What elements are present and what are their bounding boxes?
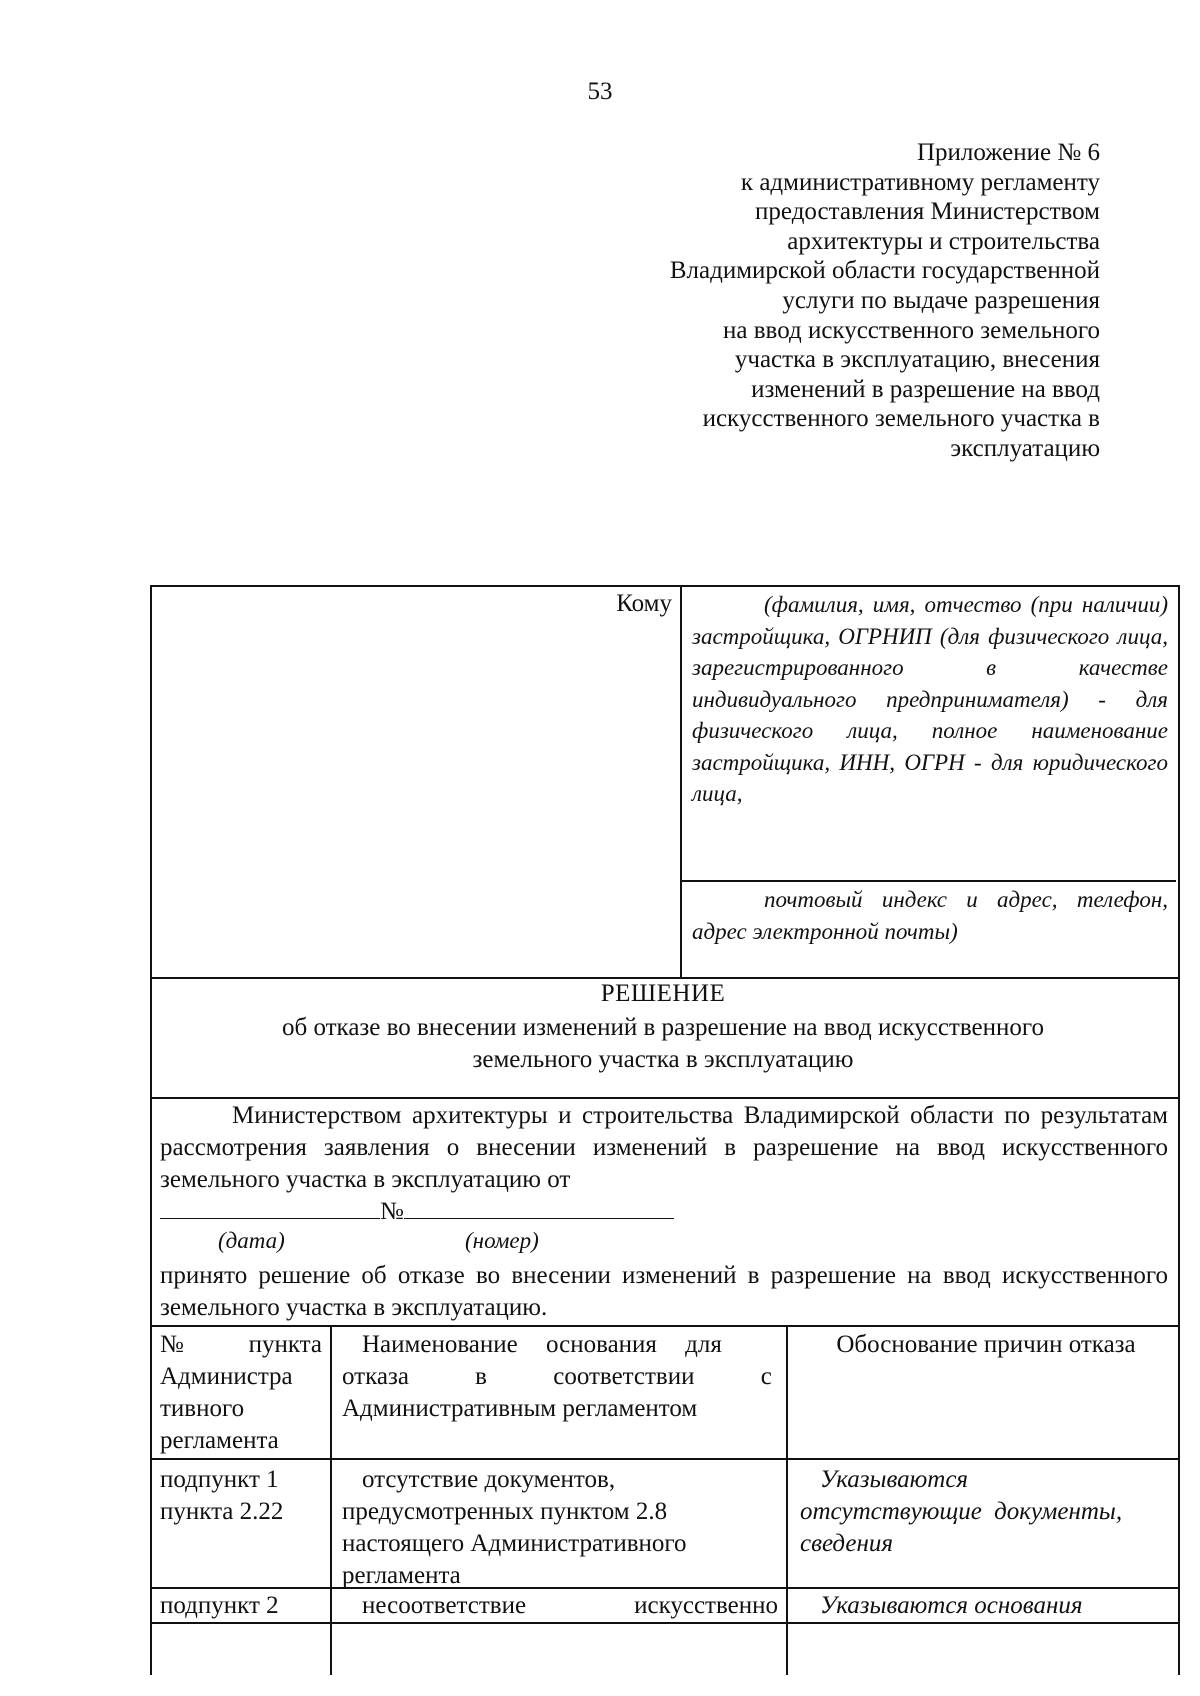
decision-body-intro: Министерством архитектуры и строительства Владимирской области по результатам рассмотрения заявления о внесении изменений в разрешение на ввод искусственного земельного участка в эксплуатацию от bbox=[160, 1102, 1168, 1193]
table-row2-col2-line: несоответствие искусственно bbox=[362, 1592, 778, 1619]
table-header-col1-line: тивного bbox=[160, 1395, 245, 1422]
appendix-line: на ввод искусственного земельного bbox=[723, 316, 1100, 344]
table-header-col2-line: Административным регламентом bbox=[342, 1395, 698, 1422]
appendix-line: услуги по выдаче разрешения bbox=[782, 286, 1100, 314]
decision-title: РЕШЕНИЕ bbox=[600, 980, 726, 1007]
appendix-line: изменений в разрешение на ввод bbox=[751, 375, 1100, 403]
recipient-divider bbox=[680, 585, 682, 977]
appendix-line: Приложение № 6 bbox=[916, 139, 1100, 166]
table-row1-col1 bbox=[160, 1464, 322, 1528]
decision-body-outcome: принято решение об отказе во внесении изменений в разрешение на ввод искусственного земельного участка в эксплуатацию. bbox=[160, 1262, 1168, 1321]
appendix-header bbox=[580, 138, 1100, 464]
appendix-line: предоставления Министерством bbox=[755, 198, 1100, 226]
table-header-bottom-rule bbox=[150, 1458, 1178, 1460]
table-row2-col3 bbox=[820, 1590, 1172, 1622]
recipient-name-text: (фамилия, имя, отчество (при наличии) застройщика, ОГРНИП (для физического лица, зарегистрированного в качестве индивидуального предпринимателя) - для физического лица, полное наименование застройщика, ИНН, ОГРН - для юридического лица, bbox=[692, 592, 1168, 806]
decision-subtitle bbox=[150, 1012, 1176, 1076]
recipient-bottom-rule bbox=[150, 977, 1178, 979]
to-label: Кому bbox=[616, 590, 672, 617]
table-header-col3: Обоснование причин отказа bbox=[836, 1331, 1136, 1358]
table-header-col1-line: № пункта bbox=[160, 1331, 322, 1358]
table-row1-col3-line: Указываются bbox=[820, 1466, 969, 1493]
number-sign: № bbox=[380, 1198, 404, 1225]
number-blank bbox=[404, 1196, 674, 1219]
decision-subtitle-line: земельного участка в эксплуатацию bbox=[472, 1046, 854, 1073]
table-header-col1-line: регламента bbox=[160, 1427, 279, 1454]
appendix-line: участка в эксплуатацию, внесения bbox=[734, 346, 1100, 374]
table-header-col1-line: Администра bbox=[160, 1363, 293, 1390]
page-number: 53 bbox=[587, 78, 613, 105]
table-header-col1 bbox=[160, 1329, 322, 1457]
table-header-col2-line: отказа в соответствии с bbox=[342, 1363, 772, 1390]
recipient-address-text: почтовый индекс и адрес, телефон, адрес электронной почты) bbox=[692, 887, 1168, 944]
table-row2-col1 bbox=[160, 1590, 322, 1622]
table-header-top-rule bbox=[150, 1325, 1178, 1327]
date-caption: (дата) bbox=[218, 1228, 285, 1253]
recipient-name-hint bbox=[692, 589, 1168, 810]
recipient-address-hint bbox=[692, 884, 1168, 947]
recipient-address-rule bbox=[680, 880, 1176, 882]
appendix-line: искусственного земельного участка в bbox=[702, 405, 1100, 433]
table-bottom-rule bbox=[150, 1622, 1178, 1624]
table-row1-col2-line: настоящего Административного bbox=[342, 1530, 687, 1557]
table-row1-col2 bbox=[342, 1464, 778, 1592]
table-row1-col3 bbox=[800, 1464, 1172, 1560]
table-row2-col3-line: Указываются основания bbox=[820, 1592, 1083, 1619]
table-row1-col1-line: пункта 2.22 bbox=[160, 1498, 284, 1525]
date-blank bbox=[160, 1196, 380, 1219]
appendix-line: Владимирской области государственной bbox=[669, 257, 1100, 285]
decision-subtitle-line: об отказе во внесении изменений в разрешение на ввод искусственного bbox=[281, 1014, 1044, 1041]
table-row1-col2-line: регламента bbox=[342, 1562, 461, 1589]
table-row1-col1-line: подпункт 1 bbox=[160, 1466, 279, 1493]
table-row1-col3-line: сведения bbox=[800, 1530, 893, 1557]
table-row1-col2-line: предусмотренных пунктом 2.8 bbox=[342, 1498, 668, 1525]
table-row2-col2 bbox=[362, 1590, 778, 1622]
table-row2-col1-line: подпункт 2 bbox=[160, 1592, 279, 1619]
appendix-line: эксплуатацию bbox=[950, 434, 1100, 462]
appendix-line: к административному регламенту bbox=[740, 168, 1100, 196]
table-row1-col3-line: отсутствующие документы, bbox=[800, 1498, 1123, 1525]
appendix-line: архитектуры и строительства bbox=[787, 227, 1100, 255]
form-top-rule bbox=[150, 585, 1178, 587]
date-number-line bbox=[160, 1196, 1168, 1228]
table-header-col2-line: Наименование основания для bbox=[362, 1331, 722, 1358]
number-caption: (номер) bbox=[465, 1228, 539, 1253]
table-row1-col2-line: отсутствие документов, bbox=[362, 1466, 616, 1493]
decision-bottom-rule bbox=[150, 1097, 1178, 1099]
table-header-col2 bbox=[342, 1329, 778, 1425]
